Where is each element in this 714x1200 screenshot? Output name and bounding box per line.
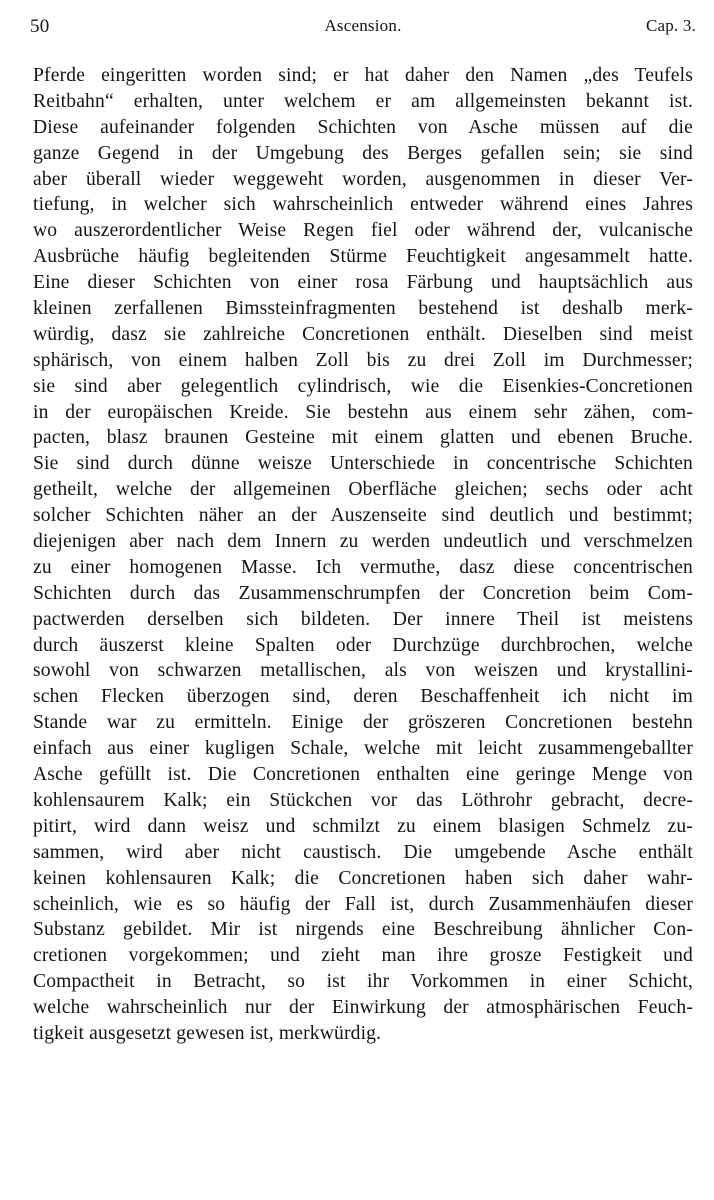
text-line: tiefung, in welcher sich wahrscheinlich entweder während eines Jahres [33,194,693,216]
text-line: würdig, dasz sie zahlreiche Concretionen enthält. Dieselben sind meist [33,323,693,345]
text-line: scheinlich, wie es so häufig der Fall ist, durch Zusammenhäufen dieser [33,893,693,915]
page-number: 50 [30,16,50,37]
text-line: durch äuszerst kleine Spalten oder Durchzüge durchbrochen, welche [33,634,693,656]
text-line: kleinen zerfallenen Bimssteinfragmenten bestehend ist deshalb merk- [33,298,693,320]
text-line: Diese aufeinander folgenden Schichten von Asche müssen auf die [33,116,693,138]
text-line: sphärisch, von einem halben Zoll bis zu drei Zoll im Durchmesser; [33,349,693,371]
text-line: solcher Schichten näher an der Auszenseite sind deutlich und bestimmt; [33,505,693,527]
text-line: sie sind aber gelegentlich cylindrisch, wie die Eisenkies-Concretionen [33,375,693,397]
body-paragraph [33,63,693,1047]
text-line: Sie sind durch dünne weisze Unterschiede in concentrische Schichten [33,453,693,475]
chapter-title: Ascension. [324,16,402,35]
text-line: wo auszerordentlicher Weise Regen fiel oder während der, vulcanische [33,220,693,242]
running-head [30,16,696,46]
text-line: welche wahrscheinlich nur der Einwirkung der atmosphärischen Feuch- [33,997,693,1019]
text-line: sammen, wird aber nicht caustisch. Die umgebende Asche enthält [33,841,693,863]
text-line: kohlensaurem Kalk; ein Stückchen vor das Löthrohr gebracht, decre- [33,789,693,811]
text-line: Asche gefüllt ist. Die Concretionen enthalten eine geringe Menge von [33,764,693,786]
text-line: Stande war zu ermitteln. Einige der gröszeren Concretionen bestehn [33,712,693,734]
text-line: aber überall wieder weggeweht worden, ausgenommen in dieser Ver- [33,168,693,190]
text-line: diejenigen aber nach dem Innern zu werden undeutlich und verschmelzen [33,531,693,553]
chapter-reference: Cap. 3. [645,16,696,35]
text-line: getheilt, welche der allgemeinen Oberfläche gleichen; sechs oder acht [33,479,693,501]
text-line: sowohl von schwarzen metallischen, als von weiszen und krystallini- [33,660,693,682]
text-line: cretionen vorgekommen; und zieht man ihre grosze Festigkeit und [33,945,693,967]
text-line: Ausbrüche häufig begleitenden Stürme Feuchtigkeit angesammelt hatte. [33,246,693,268]
text-line: schen Flecken überzogen sind, deren Beschaffenheit ich nicht im [33,686,693,708]
text-line: zu einer homogenen Masse. Ich vermuthe, dasz diese concentrischen [33,556,693,578]
text-line: Schichten durch das Zusammenschrumpfen der Concretion beim Com- [33,582,693,604]
text-line: Reitbahn“ erhalten, unter welchem er am allgemeinsten bekannt ist. [33,90,693,112]
text-line: Compactheit in Betracht, so ist ihr Vorkommen in einer Schicht, [33,971,693,993]
text-line: ganze Gegend in der Umgebung des Berges gefallen sein; sie sind [33,142,693,164]
text-line: pactwerden derselben sich bildeten. Der innere Theil ist meistens [33,608,693,630]
text-line: tigkeit ausgesetzt gewesen ist, merkwürdig. [33,1022,382,1044]
text-line: in der europäischen Kreide. Sie bestehn aus einem sehr zähen, com- [33,401,693,423]
text-line: Pferde eingeritten worden sind; er hat daher den Namen „des Teufels [33,65,693,86]
text-line: keinen kohlensauren Kalk; die Concretionen haben sich daher wahr- [33,867,693,889]
text-line: einfach aus einer kugligen Schale, welche mit leicht zusammengeballter [33,738,693,760]
text-line: Substanz gebildet. Mir ist nirgends eine Beschreibung ähnlicher Con- [33,919,693,941]
text-line: pacten, blasz braunen Gesteine mit einem glatten und ebenen Bruche. [33,427,693,449]
text-line: pitirt, wird dann weisz und schmilzt zu einem blasigen Schmelz zu- [33,815,693,837]
text-line: Eine dieser Schichten von einer rosa Färbung und hauptsächlich aus [33,272,693,294]
